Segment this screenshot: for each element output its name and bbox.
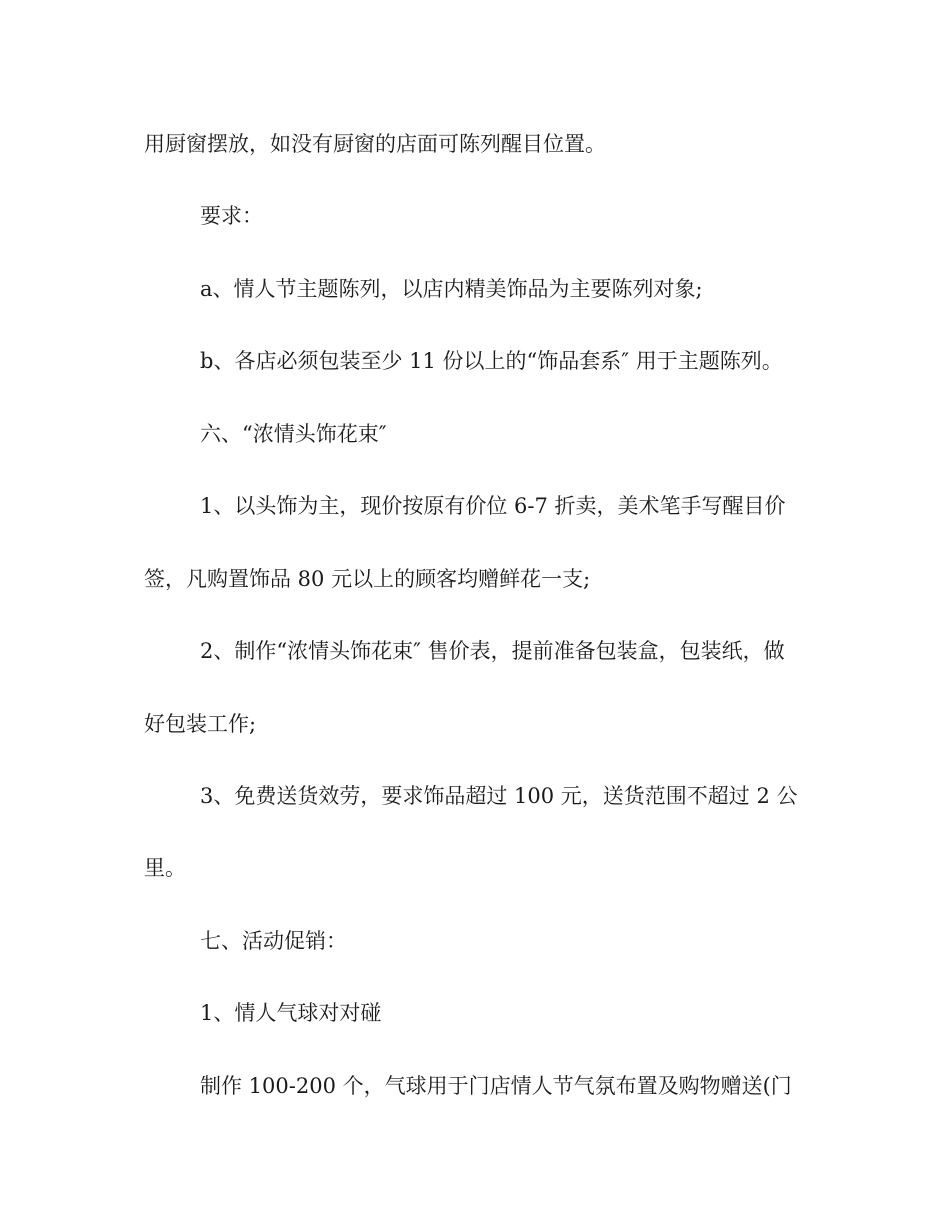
section-heading: 六、“浓情头饰花束″ — [200, 422, 387, 446]
paragraph-line: 2、制作“浓情头饰花束″ 售价表，提前准备包装盒，包装纸，做 — [200, 639, 785, 663]
paragraph-line: 制作 100-200 个，气球用于门店情人节气氛布置及购物赠送(门 — [200, 1074, 792, 1098]
paragraph-line: 1、以头饰为主，现价按原有价位 6-7 折卖，美术笔手写醒目价 — [200, 494, 786, 518]
paragraph-line: 好包装工作; — [144, 712, 257, 736]
paragraph-line: 里。 — [144, 856, 186, 880]
paragraph-line: 签，凡购置饰品 80 元以上的顾客均赠鲜花一支; — [144, 567, 591, 591]
paragraph-line: 1、情人气球对对碰 — [200, 1001, 382, 1025]
paragraph-line: 3、免费送货效劳，要求饰品超过 100 元，送货范围不超过 2 公 — [200, 784, 798, 808]
paragraph-line: 用厨窗摆放，如没有厨窗的店面可陈列醒目位置。 — [144, 132, 606, 156]
paragraph-line: b、各店必须包装至少 11 份以上的“饰品套系″ 用于主题陈列。 — [200, 349, 783, 373]
section-heading: 七、活动促销： — [200, 929, 347, 953]
paragraph-line: 要求： — [200, 204, 263, 228]
paragraph-line: a、情人节主题陈列，以店内精美饰品为主要陈列对象; — [200, 277, 703, 301]
